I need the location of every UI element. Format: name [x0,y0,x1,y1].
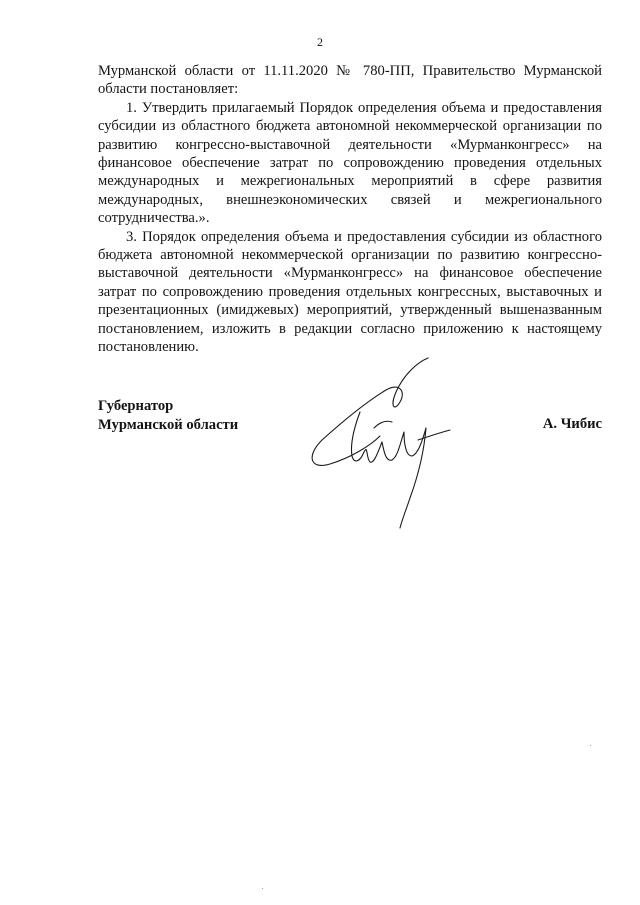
handwritten-signature [300,352,470,532]
paragraph-intro: Мурманской области от 11.11.2020 № 780-ПП, Правительство Мурманской области постановляет: [98,63,602,98]
scan-speck [262,888,263,889]
page-number: 2 [317,35,323,49]
document-body [98,62,602,357]
signer-position-line-1: Губернатор [98,398,174,414]
signer-position [98,397,238,434]
paragraph-item-1: 1. Утвердить прилагаемый Порядок определения объема и предоставления субсидии из областного бюджета автономной некоммерческой организации по развитию конгрессно-выставочной деятельности «Мурманконгресс» на финансовое обеспечение затрат по сопровождению проведения отдельных международных и межрегиональных мероприятий в сфере развития международных, внешнеэкономических связей и межрегионального сотрудничества.». [98,99,602,227]
signer-position-line-2: Мурманской области [98,416,239,433]
signer-name: А. Чибис [542,416,602,432]
scan-speck [590,745,591,746]
paragraph-item-3: 3. Порядок определения объема и предоставления субсидии из областного бюджета автономной некоммерческой организации по развитию конгрессно-выставочной деятельности «Мурманконгресс» на финансовое обеспечение затрат по сопровождению проведения отдельных конгрессных, выставочных и презентационных (имиджевых) мероприятий, утвержденный вышеназванным постановлением, изложить в редакции согласно приложению к настоящему постановлению. [98,228,602,356]
